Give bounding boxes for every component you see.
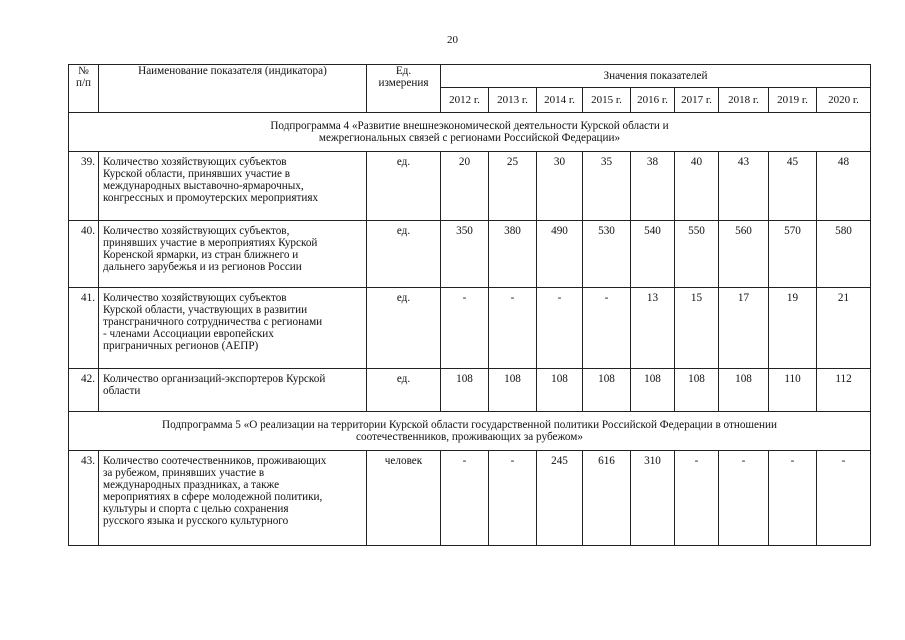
value-cell: 108 xyxy=(583,369,631,412)
table-row xyxy=(69,451,871,546)
value-cell: 380 xyxy=(489,221,537,288)
header-num: № п/п xyxy=(69,65,99,113)
value-cell: 560 xyxy=(719,221,769,288)
indicator-name: Количество соотечественников, проживающих за рубежом, принявших участие в международных праздниках, а также мероприятиях в сфере молодежной политики, культуры и спорта с целью сохранения русского языка и русского культурного xyxy=(99,451,367,546)
value-cell: 48 xyxy=(817,152,871,221)
value-cell: - xyxy=(489,288,537,369)
value-cell: 350 xyxy=(441,221,489,288)
header-year: 2014 г. xyxy=(537,88,583,113)
row-number: 41. xyxy=(69,288,99,369)
value-cell: - xyxy=(441,451,489,546)
header-row xyxy=(69,65,871,88)
value-cell: 108 xyxy=(675,369,719,412)
value-cell: - xyxy=(769,451,817,546)
value-cell: 490 xyxy=(537,221,583,288)
header-year: 2020 г. xyxy=(817,88,871,113)
value-cell: 245 xyxy=(537,451,583,546)
header-year: 2018 г. xyxy=(719,88,769,113)
value-cell: 570 xyxy=(769,221,817,288)
value-cell: - xyxy=(441,288,489,369)
indicators-table xyxy=(68,64,871,546)
header-year: 2015 г. xyxy=(583,88,631,113)
value-cell: 310 xyxy=(631,451,675,546)
indicator-name: Количество хозяйствующих субъектов, принявших участие в мероприятиях Курской Коренской ярмарки, из стран ближнего и дальнего зарубежья и из регионов России xyxy=(99,221,367,288)
value-cell: 580 xyxy=(817,221,871,288)
header-year: 2016 г. xyxy=(631,88,675,113)
header-year: 2012 г. xyxy=(441,88,489,113)
page-number: 20 xyxy=(447,34,458,46)
value-cell: 108 xyxy=(719,369,769,412)
value-cell: 45 xyxy=(769,152,817,221)
value-cell: 21 xyxy=(817,288,871,369)
row-number: 43. xyxy=(69,451,99,546)
table-row xyxy=(69,288,871,369)
header-unit: Ед. измерения xyxy=(367,65,441,113)
indicator-name: Количество хозяйствующих субъектов Курской области, принявших участие в международных выставочно-ярмарочных, конгрессных и промоутерских мероприятиях xyxy=(99,152,367,221)
subprogram-title: Подпрограмма 4 «Развитие внешнеэкономической деятельности Курской области и межрегиональных связей с регионами Российской Федерации» xyxy=(69,113,871,152)
value-cell: 530 xyxy=(583,221,631,288)
value-cell: 108 xyxy=(631,369,675,412)
header-name: Наименование показателя (индикатора) xyxy=(99,65,367,113)
value-cell: 43 xyxy=(719,152,769,221)
value-cell: 17 xyxy=(719,288,769,369)
value-cell: 108 xyxy=(489,369,537,412)
value-cell: 108 xyxy=(441,369,489,412)
value-cell: 35 xyxy=(583,152,631,221)
value-cell: 40 xyxy=(675,152,719,221)
header-year: 2017 г. xyxy=(675,88,719,113)
unit-cell: человек xyxy=(367,451,441,546)
indicator-name: Количество хозяйствующих субъектов Курской области, участвующих в развитии трансграничного сотрудничества с регионами - членами Ассоциации европейских приграничных регионов (АЕПР) xyxy=(99,288,367,369)
value-cell: - xyxy=(675,451,719,546)
subprogram-title: Подпрограмма 5 «О реализации на территории Курской области государственной политики Российской Федерации в отношении соотечественников, проживающих за рубежом» xyxy=(69,412,871,451)
value-cell: 20 xyxy=(441,152,489,221)
unit-cell: ед. xyxy=(367,288,441,369)
value-cell: - xyxy=(537,288,583,369)
value-cell: 30 xyxy=(537,152,583,221)
table-row xyxy=(69,152,871,221)
header-year: 2013 г. xyxy=(489,88,537,113)
value-cell: - xyxy=(489,451,537,546)
value-cell: 38 xyxy=(631,152,675,221)
unit-cell: ед. xyxy=(367,152,441,221)
value-cell: - xyxy=(719,451,769,546)
value-cell: 19 xyxy=(769,288,817,369)
subprogram-row xyxy=(69,113,871,152)
value-cell: 616 xyxy=(583,451,631,546)
row-number: 42. xyxy=(69,369,99,412)
subprogram-row xyxy=(69,412,871,451)
row-number: 39. xyxy=(69,152,99,221)
value-cell: 108 xyxy=(537,369,583,412)
row-number: 40. xyxy=(69,221,99,288)
value-cell: 25 xyxy=(489,152,537,221)
value-cell: 13 xyxy=(631,288,675,369)
value-cell: 112 xyxy=(817,369,871,412)
header-values: Значения показателей xyxy=(441,65,871,88)
value-cell: - xyxy=(583,288,631,369)
value-cell: - xyxy=(817,451,871,546)
table-row xyxy=(69,369,871,412)
header-year: 2019 г. xyxy=(769,88,817,113)
indicator-name: Количество организаций-экспортеров Курской области xyxy=(99,369,367,412)
table-row xyxy=(69,221,871,288)
value-cell: 110 xyxy=(769,369,817,412)
value-cell: 540 xyxy=(631,221,675,288)
unit-cell: ед. xyxy=(367,369,441,412)
value-cell: 550 xyxy=(675,221,719,288)
unit-cell: ед. xyxy=(367,221,441,288)
value-cell: 15 xyxy=(675,288,719,369)
